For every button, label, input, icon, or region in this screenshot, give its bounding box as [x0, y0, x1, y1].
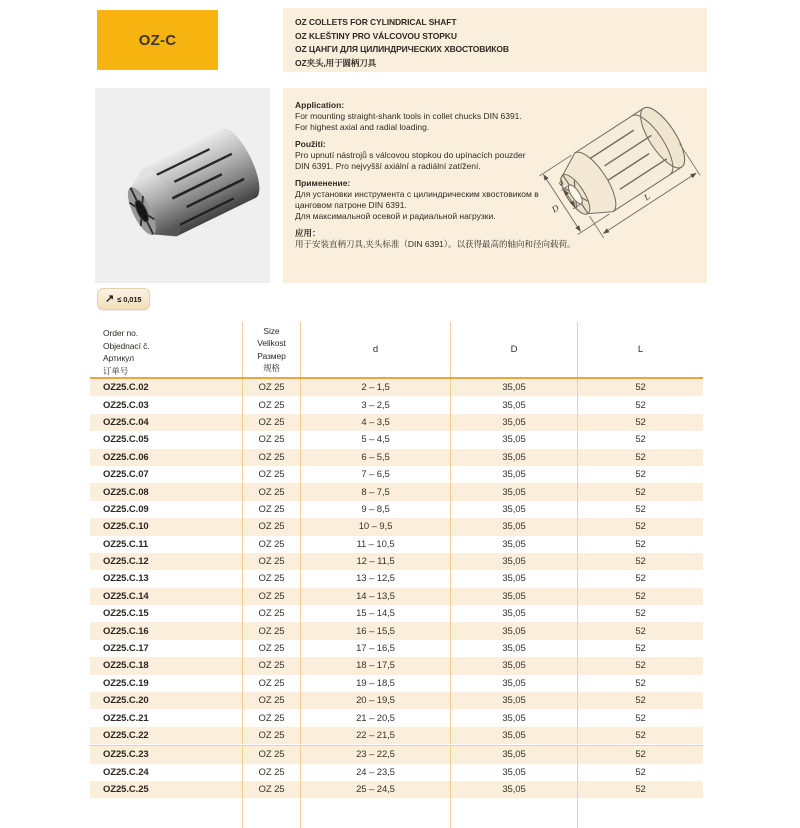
cell-empty — [450, 798, 577, 828]
cell-L: 52 — [577, 622, 703, 639]
table-row — [90, 466, 703, 483]
header-line: Velikost — [257, 338, 286, 348]
table-row — [90, 764, 703, 781]
table-row-clipped — [90, 798, 703, 828]
table-row — [90, 379, 703, 396]
header-line: Артикул — [103, 353, 134, 363]
table-row — [90, 414, 703, 431]
cell-D: 35,05 — [450, 518, 577, 535]
application-line: For mounting straight-shank tools in collet chucks DIN 6391. — [295, 111, 522, 121]
cell-D: 35,05 — [450, 588, 577, 605]
arrow-up-right-icon: ↗ — [105, 292, 115, 305]
application-heading-zh: 应用： — [295, 228, 321, 238]
cell-order_no: OZ25.C.09 — [103, 503, 149, 515]
table-row — [90, 605, 703, 622]
application-heading-en: Application: — [295, 100, 345, 110]
cell-size: OZ 25 — [242, 675, 300, 692]
cell-order_no: OZ25.C.20 — [103, 695, 149, 707]
cell-D: 35,05 — [450, 675, 577, 692]
cell-D: 35,05 — [450, 449, 577, 466]
cell-size: OZ 25 — [242, 570, 300, 587]
cell-size: OZ 25 — [242, 449, 300, 466]
table-row — [90, 518, 703, 535]
table-row — [90, 657, 703, 674]
cell-size: OZ 25 — [242, 483, 300, 500]
cell-size: OZ 25 — [242, 536, 300, 553]
table-row — [90, 746, 703, 763]
cell-L: 52 — [577, 449, 703, 466]
table-row — [90, 709, 703, 726]
cell-d: 18 – 17,5 — [300, 657, 450, 674]
cell-order_no: OZ25.C.10 — [103, 521, 149, 533]
table-row — [90, 727, 703, 744]
table-row — [90, 449, 703, 466]
cell-order_no: OZ25.C.02 — [103, 382, 149, 394]
cell-order_no: OZ25.C.17 — [103, 643, 149, 655]
title-line-en: OZ COLLETS FOR CYLINDRICAL SHAFT — [295, 17, 457, 27]
cell-size: OZ 25 — [242, 746, 300, 763]
cell-d: 15 – 14,5 — [300, 605, 450, 622]
tech-drawing — [513, 90, 705, 277]
cell-D: 35,05 — [450, 536, 577, 553]
cell-L: 52 — [577, 764, 703, 781]
application-line: DIN 6391. Pro nejvyšší axiální a radiální zatížení. — [295, 161, 481, 171]
cell-L: 52 — [577, 588, 703, 605]
table-row — [90, 570, 703, 587]
cell-D: 35,05 — [450, 657, 577, 674]
application-line: Pro upnutí nástrojů s válcovou stopkou do upínacích pouzder — [295, 150, 526, 160]
table-row — [90, 483, 703, 500]
table-body — [90, 379, 703, 828]
header-line: Order no. — [103, 328, 139, 338]
cell-size: OZ 25 — [242, 727, 300, 744]
cell-order_no: OZ25.C.03 — [103, 399, 149, 411]
cell-L: 52 — [577, 518, 703, 535]
cell-order_no: OZ25.C.13 — [103, 573, 149, 585]
cell-order_no: OZ25.C.11 — [103, 538, 149, 550]
header-d: d — [300, 322, 450, 377]
table-row — [90, 781, 703, 798]
cell-L: 52 — [577, 396, 703, 413]
cell-D: 35,05 — [450, 396, 577, 413]
product-code: OZ-C — [138, 31, 177, 49]
cell-D: 35,05 — [450, 553, 577, 570]
cell-order_no: OZ25.C.21 — [103, 712, 149, 724]
cell-size: OZ 25 — [242, 379, 300, 396]
cell-D: 35,05 — [450, 709, 577, 726]
cell-empty — [300, 798, 450, 828]
cell-empty — [577, 798, 703, 828]
dim-label-L: L — [641, 191, 652, 203]
cell-d: 19 – 18,5 — [300, 675, 450, 692]
cell-size: OZ 25 — [242, 622, 300, 639]
cell-order_no: OZ25.C.24 — [103, 766, 149, 778]
cell-size: OZ 25 — [242, 605, 300, 622]
table-row — [90, 553, 703, 570]
cell-D: 35,05 — [450, 466, 577, 483]
cell-order_no: OZ25.C.05 — [103, 434, 149, 446]
collet-table — [90, 322, 703, 828]
table-row — [90, 536, 703, 553]
cell-D: 35,05 — [450, 483, 577, 500]
application-heading-ru: Применение: — [295, 178, 351, 188]
cell-d: 5 – 4,5 — [300, 431, 450, 448]
cell-order_no: OZ25.C.18 — [103, 660, 149, 672]
cell-size: OZ 25 — [242, 466, 300, 483]
header-line: Objednací č. — [103, 340, 150, 351]
cell-D: 35,05 — [450, 640, 577, 657]
cell-d: 7 – 6,5 — [300, 466, 450, 483]
table-header — [90, 322, 703, 379]
table-row — [90, 640, 703, 657]
cell-d: 13 – 12,5 — [300, 570, 450, 587]
cell-size: OZ 25 — [242, 709, 300, 726]
application-heading-cs: Použití: — [295, 139, 326, 149]
cell-D: 35,05 — [450, 431, 577, 448]
application-line: 用于安装直柄刀具,夹头标准（DIN 6391）。以获得最高的轴向和径向载荷。 — [295, 239, 576, 249]
cell-D: 35,05 — [450, 414, 577, 431]
table-row — [90, 431, 703, 448]
cell-order_no: OZ25.C.23 — [103, 749, 149, 761]
runout-badge — [97, 288, 150, 310]
header-D: D — [450, 322, 577, 377]
cell-order_no: OZ25.C.14 — [103, 590, 149, 602]
cell-d: 8 – 7,5 — [300, 483, 450, 500]
application-line: Для максимальной осевой и радиальной нагрузки. — [295, 211, 496, 221]
cell-D: 35,05 — [450, 570, 577, 587]
header-line: Size — [263, 325, 280, 336]
cell-d: 2 – 1,5 — [300, 379, 450, 396]
title-line-ru: OZ ЦАНГИ ДЛЯ ЦИЛИНДРИЧЕСКИХ ХВОСТОВИКОВ — [295, 44, 509, 54]
cell-L: 52 — [577, 379, 703, 396]
cell-D: 35,05 — [450, 501, 577, 518]
product-code-box — [97, 10, 218, 70]
table-row — [90, 675, 703, 692]
cell-d: 20 – 19,5 — [300, 692, 450, 709]
cell-L: 52 — [577, 483, 703, 500]
cell-order_no: OZ25.C.16 — [103, 625, 149, 637]
dim-label-d: d — [556, 176, 566, 188]
cell-D: 35,05 — [450, 781, 577, 798]
cell-L: 52 — [577, 640, 703, 657]
cell-L: 52 — [577, 605, 703, 622]
cell-D: 35,05 — [450, 727, 577, 744]
application-line: For highest axial and radial loading. — [295, 122, 430, 132]
title-line-cs: OZ KLEŠTINY PRO VÁLCOVOU STOPKU — [295, 30, 457, 41]
cell-size: OZ 25 — [242, 588, 300, 605]
cell-size: OZ 25 — [242, 764, 300, 781]
cell-d: 21 – 20,5 — [300, 709, 450, 726]
cell-d: 3 – 2,5 — [300, 396, 450, 413]
table-row — [90, 396, 703, 413]
cell-d: 6 – 5,5 — [300, 449, 450, 466]
cell-D: 35,05 — [450, 379, 577, 396]
cell-order_no: OZ25.C.06 — [103, 451, 149, 463]
cell-L: 52 — [577, 727, 703, 744]
cell-size: OZ 25 — [242, 692, 300, 709]
cell-d: 24 – 23,5 — [300, 764, 450, 781]
cell-empty — [242, 798, 300, 828]
tech-drawing-svg — [513, 90, 705, 272]
cell-L: 52 — [577, 431, 703, 448]
cell-d: 9 – 8,5 — [300, 501, 450, 518]
cell-D: 35,05 — [450, 764, 577, 781]
collet-image — [95, 88, 270, 283]
page-title — [283, 8, 707, 72]
cell-d: 4 – 3,5 — [300, 414, 450, 431]
cell-d: 22 – 21,5 — [300, 727, 450, 744]
cell-L: 52 — [577, 692, 703, 709]
cell-d: 11 – 10,5 — [300, 536, 450, 553]
cell-empty — [90, 798, 242, 828]
header-line: 规格 — [263, 363, 280, 373]
application-line: Для установки инструмента с цилиндрическим хвостовиком в — [295, 189, 539, 199]
product-photo — [95, 88, 270, 283]
cell-size: OZ 25 — [242, 518, 300, 535]
cell-D: 35,05 — [450, 622, 577, 639]
cell-d: 10 – 9,5 — [300, 518, 450, 535]
cell-D: 35,05 — [450, 746, 577, 763]
cell-L: 52 — [577, 414, 703, 431]
cell-d: 14 – 13,5 — [300, 588, 450, 605]
cell-L: 52 — [577, 781, 703, 798]
cell-order_no: OZ25.C.25 — [103, 784, 149, 796]
cell-L: 52 — [577, 536, 703, 553]
cell-size: OZ 25 — [242, 501, 300, 518]
application-line: цанговом патроне DIN 6391. — [295, 200, 407, 210]
header-line: Размер — [257, 350, 286, 361]
cell-size: OZ 25 — [242, 781, 300, 798]
cell-size: OZ 25 — [242, 640, 300, 657]
cell-d: 12 – 11,5 — [300, 553, 450, 570]
cell-order_no: OZ25.C.15 — [103, 608, 149, 620]
cell-L: 52 — [577, 553, 703, 570]
cell-D: 35,05 — [450, 692, 577, 709]
cell-size: OZ 25 — [242, 657, 300, 674]
table-row — [90, 622, 703, 639]
cell-order_no: OZ25.C.07 — [103, 469, 149, 481]
cell-L: 52 — [577, 709, 703, 726]
cell-order_no: OZ25.C.12 — [103, 556, 149, 568]
cell-L: 52 — [577, 657, 703, 674]
application-panel — [283, 88, 707, 283]
table-row — [90, 692, 703, 709]
cell-L: 52 — [577, 466, 703, 483]
runout-value: ≤ 0,015 — [117, 294, 142, 304]
cell-order_no: OZ25.C.04 — [103, 416, 149, 428]
title-line-zh: OZ夹头,用于圆柄刀具 — [295, 57, 377, 68]
cell-D: 35,05 — [450, 605, 577, 622]
cell-size: OZ 25 — [242, 396, 300, 413]
cell-L: 52 — [577, 746, 703, 763]
header-size — [242, 322, 300, 377]
cell-size: OZ 25 — [242, 553, 300, 570]
cell-d: 16 – 15,5 — [300, 622, 450, 639]
cell-size: OZ 25 — [242, 431, 300, 448]
cell-order_no: OZ25.C.08 — [103, 486, 149, 498]
header-order-no — [90, 322, 242, 377]
table-row — [90, 588, 703, 605]
cell-d: 23 – 22,5 — [300, 746, 450, 763]
cell-L: 52 — [577, 570, 703, 587]
cell-L: 52 — [577, 675, 703, 692]
cell-d: 25 – 24,5 — [300, 781, 450, 798]
cell-L: 52 — [577, 501, 703, 518]
table-row — [90, 501, 703, 518]
cell-order_no: OZ25.C.22 — [103, 730, 149, 741]
header-line: 订单号 — [103, 365, 129, 376]
header-L: L — [577, 322, 703, 377]
cell-d: 17 – 16,5 — [300, 640, 450, 657]
cell-size: OZ 25 — [242, 414, 300, 431]
cell-order_no: OZ25.C.19 — [103, 677, 149, 689]
dim-label-D: D — [549, 202, 561, 215]
